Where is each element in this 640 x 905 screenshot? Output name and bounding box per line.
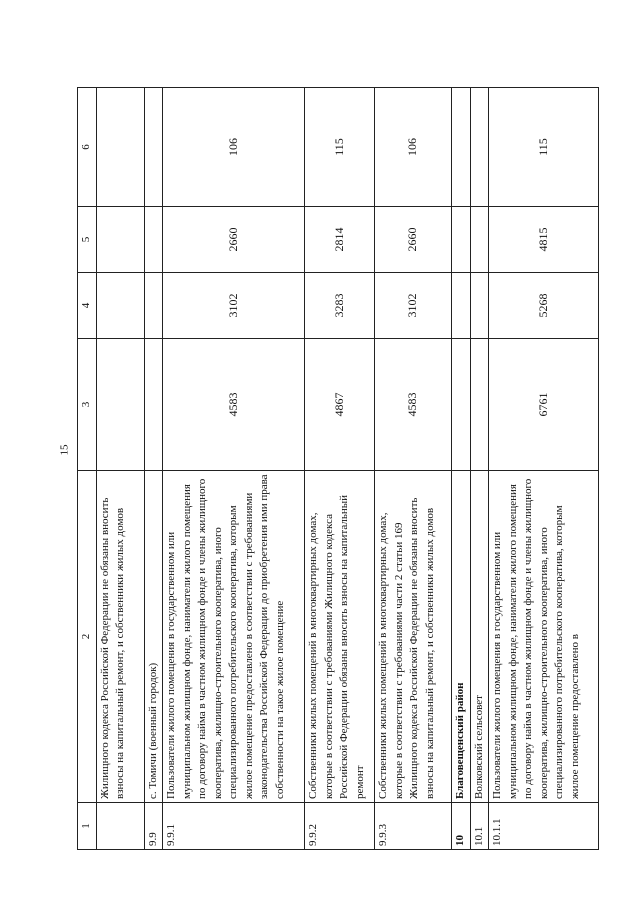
row-value-col3 [96, 339, 144, 471]
header-row [78, 88, 97, 850]
rotated-table-container [77, 88, 591, 850]
row-code-cell [96, 803, 144, 850]
row-value-col6 [144, 88, 163, 207]
row-description-cell: Волковский сельсовет [470, 471, 489, 803]
row-value-col5: 2660 [163, 207, 305, 273]
row-value-col3 [452, 339, 471, 471]
header-cell: 1 [78, 803, 97, 850]
row-code-cell: 9.9.1 [163, 803, 305, 850]
row-value-col3 [470, 339, 489, 471]
row-value-col4: 5268 [489, 273, 599, 339]
row-value-col6: 115 [305, 88, 375, 207]
row-code-cell: 10 [452, 803, 471, 850]
row-description-cell: Жилищного кодекса Российской Федерации не обязаны вносить взносы на капитальный ремонт, и собственники жилых домов [96, 471, 144, 803]
row-value-col6 [452, 88, 471, 207]
row-description-cell: Пользователи жилого помещения в государственном или муниципальном жилищном фонде, наниматели жилого помещения по договору найма в частном жилищном фонде и члены жилищного кооператива, жилищно-строительного кооператива, иного специализированного потребительского кооператива, которым жилое помещение предоставлено в соответствии с требованиями законодательства Российской Федерации до приобретения ими права собственности на такое жилое помещение [163, 471, 305, 803]
row-value-col6: 106 [163, 88, 305, 207]
header-cell: 6 [78, 88, 97, 207]
row-value-col4 [144, 273, 163, 339]
table-row [144, 88, 163, 850]
row-value-col5: 4815 [489, 207, 599, 273]
header-cell: 4 [78, 273, 97, 339]
table-row [489, 88, 599, 850]
table-row [375, 88, 452, 850]
row-value-col5 [452, 207, 471, 273]
table-row [452, 88, 471, 850]
row-value-col5 [470, 207, 489, 273]
row-value-col6: 106 [375, 88, 452, 207]
table-row [305, 88, 375, 850]
row-description-cell: Благовещенский район [452, 471, 471, 803]
row-value-col3 [144, 339, 163, 471]
row-code-cell: 9.9 [144, 803, 163, 850]
row-value-col5: 2660 [375, 207, 452, 273]
header-cell: 2 [78, 471, 97, 803]
row-value-col3: 4583 [163, 339, 305, 471]
row-value-col5: 2814 [305, 207, 375, 273]
row-value-col6 [96, 88, 144, 207]
row-description-cell: с. Томичи (военный городок) [144, 471, 163, 803]
row-value-col5 [96, 207, 144, 273]
row-code-cell: 10.1 [470, 803, 489, 850]
row-value-col4 [452, 273, 471, 339]
row-code-cell: 10.1.1 [489, 803, 599, 850]
row-value-col4: 3283 [305, 273, 375, 339]
row-value-col5 [144, 207, 163, 273]
row-value-col3: 4867 [305, 339, 375, 471]
header-cell: 3 [78, 339, 97, 471]
row-value-col4 [96, 273, 144, 339]
row-value-col4: 3102 [163, 273, 305, 339]
row-value-col6 [470, 88, 489, 207]
table-row [470, 88, 489, 850]
row-description-cell: Собственники жилых помещений в многоквартирных домах, которые в соответствии с требованиями Жилищного кодекса Российской Федерации обязаны вносить взносы на капитальный ремонт [305, 471, 375, 803]
row-value-col4 [470, 273, 489, 339]
page-number: 15 [58, 444, 71, 456]
tariff-table [77, 87, 599, 850]
row-value-col6: 115 [489, 88, 599, 207]
row-description-cell: Пользователи жилого помещения в государственном или муниципальном жилищном фонде, наниматели жилого помещения по договору найма в частном жилищном фонде и члены жилищного кооператива, жилищно-строительного кооператива, иного специализированного потребительского кооператива, которым жилое помещение предоставлено в [489, 471, 599, 803]
row-code-cell: 9.9.2 [305, 803, 375, 850]
row-code-cell: 9.9.3 [375, 803, 452, 850]
row-description-cell: Собственники жилых помещений в многоквартирных домах, которые в соответствии с требованиями части 2 статьи 169 Жилищного кодекса Российской Федерации не обязаны вносить взносы на капитальный ремонт, и собственники жилых домов [375, 471, 452, 803]
header-cell: 5 [78, 207, 97, 273]
row-value-col4: 3102 [375, 273, 452, 339]
row-value-col3: 4583 [375, 339, 452, 471]
table-row [96, 88, 144, 850]
row-value-col3: 6761 [489, 339, 599, 471]
table-row [163, 88, 305, 850]
